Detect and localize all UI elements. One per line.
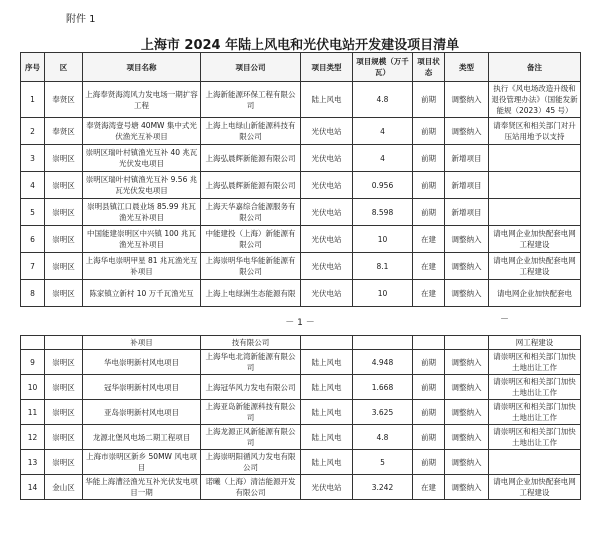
cell-project-type: 陆上风电 (301, 450, 353, 475)
cell-no: 3 (21, 145, 45, 172)
cell-company: 上海亚岛新能源科技有限公司 (201, 400, 301, 425)
cell-status: 前期 (413, 350, 445, 375)
table-row (21, 400, 581, 425)
cell-project-type: 光伏电站 (301, 199, 353, 226)
cell-scale: 4 (353, 118, 413, 145)
cell-district: 崇明区 (45, 350, 83, 375)
cell-project-type: 光伏电站 (301, 475, 353, 500)
cell-scale: 4.948 (353, 350, 413, 375)
cell-no: 12 (21, 425, 45, 450)
cell-empty (45, 336, 83, 350)
cell-status: 前期 (413, 145, 445, 172)
header-company: 项目公司 (201, 53, 301, 82)
cell-project-name: 奉贤海湾壹号塘 40MW 集中式光伏渔光互补项目 (83, 118, 201, 145)
cell-category: 调整纳入 (445, 400, 489, 425)
cell-category: 新增项目 (445, 172, 489, 199)
page-dash: － (500, 315, 510, 325)
cell-no: 14 (21, 475, 45, 500)
table-continuation-row (21, 336, 581, 350)
cell-status: 前期 (413, 400, 445, 425)
cell-no: 10 (21, 375, 45, 400)
cell-district: 崇明区 (45, 226, 83, 253)
cell-no: 2 (21, 118, 45, 145)
cell-no: 7 (21, 253, 45, 280)
cell-status: 前期 (413, 118, 445, 145)
cell-status: 在建 (413, 280, 445, 307)
cell-note: 请电网企业加快配套电网工程建设 (489, 226, 581, 253)
table-row (21, 172, 581, 199)
cell-scale: 3.625 (353, 400, 413, 425)
cell-company: 上海上电绿洲生态能源有限 (201, 280, 301, 307)
cell-project-type: 光伏电站 (301, 118, 353, 145)
cell-no: 13 (21, 450, 45, 475)
cell-status: 前期 (413, 199, 445, 226)
cell-note: 执行《风电场改造升级和退役管理办法》（国能发新能规（2023）45 号） (489, 82, 581, 118)
cell-note (489, 199, 581, 226)
attachment-label: 附件 1 (66, 14, 96, 25)
cell-note: 请崇明区和相关部门加快土地出让工作 (489, 400, 581, 425)
cell-district: 崇明区 (45, 172, 83, 199)
cell-project-type: 陆上风电 (301, 375, 353, 400)
cell-project-type: 光伏电站 (301, 253, 353, 280)
cell-project-type: 陆上风电 (301, 82, 353, 118)
cell-no: 6 (21, 226, 45, 253)
cell-district: 崇明区 (45, 253, 83, 280)
table-row (21, 145, 581, 172)
cell-company: 上海崇明阳循风力发电有限公司 (201, 450, 301, 475)
cell-status: 在建 (413, 226, 445, 253)
table-header-row (21, 53, 581, 82)
table-row (21, 475, 581, 500)
cell-scale: 0.956 (353, 172, 413, 199)
cell-no: 5 (21, 199, 45, 226)
cell-category: 调整纳入 (445, 475, 489, 500)
cell-category: 调整纳入 (445, 253, 489, 280)
header-status: 项目状态 (413, 53, 445, 82)
cell-company: 上海冠华风力发电有限公司 (201, 375, 301, 400)
cell-note-continued: 网工程建设 (489, 336, 581, 350)
table-row (21, 199, 581, 226)
cell-district: 崇明区 (45, 280, 83, 307)
cell-status: 在建 (413, 475, 445, 500)
cell-district: 金山区 (45, 475, 83, 500)
cell-scale: 10 (353, 226, 413, 253)
cell-note: 请电网企业加快配套电 (489, 280, 581, 307)
cell-no: 8 (21, 280, 45, 307)
cell-category: 调整纳入 (445, 118, 489, 145)
header-category: 类型 (445, 53, 489, 82)
cell-company: 上海华电北湾新能源有限公司 (201, 350, 301, 375)
table-row (21, 82, 581, 118)
cell-district: 崇明区 (45, 450, 83, 475)
cell-scale: 1.668 (353, 375, 413, 400)
cell-no: 11 (21, 400, 45, 425)
cell-project-name: 崇明县镇江口晨业场 85.99 兆瓦渔光互补项目 (83, 199, 201, 226)
cell-scale: 8.1 (353, 253, 413, 280)
cell-district: 奉贤区 (45, 82, 83, 118)
table-row (21, 450, 581, 475)
cell-category: 新增项目 (445, 199, 489, 226)
cell-scale: 10 (353, 280, 413, 307)
cell-empty (21, 336, 45, 350)
cell-category: 调整纳入 (445, 82, 489, 118)
header-no: 序号 (21, 53, 45, 82)
cell-project-name: 冠华崇明新村风电项目 (83, 375, 201, 400)
cell-note: 请奉贤区和相关部门对升压站用地予以支持 (489, 118, 581, 145)
cell-project-type: 光伏电站 (301, 280, 353, 307)
cell-company: 上海新能源环保工程有限公司 (201, 82, 301, 118)
cell-scale: 5 (353, 450, 413, 475)
cell-status: 前期 (413, 425, 445, 450)
cell-category: 调整纳入 (445, 425, 489, 450)
cell-note: 请电网企业加快配套电网工程建设 (489, 475, 581, 500)
cell-scale: 4 (353, 145, 413, 172)
cell-scale: 3.242 (353, 475, 413, 500)
cell-note (489, 145, 581, 172)
project-table-page1 (20, 52, 581, 307)
cell-empty (445, 336, 489, 350)
cell-project-type: 光伏电站 (301, 172, 353, 199)
cell-company-continued: 技有限公司 (201, 336, 301, 350)
cell-no: 1 (21, 82, 45, 118)
cell-scale: 4.8 (353, 425, 413, 450)
page-number-text: － 1 － (285, 318, 315, 328)
cell-project-name: 华能上海漕泾渔光互补光伏发电项目一期 (83, 475, 201, 500)
header-district: 区 (45, 53, 83, 82)
table-row (21, 425, 581, 450)
cell-category: 新增项目 (445, 145, 489, 172)
cell-project-name: 上海华电崇明甲星 81 兆瓦渔光互补项目 (83, 253, 201, 280)
cell-project-name: 华电崇明新村风电项目 (83, 350, 201, 375)
cell-empty (301, 336, 353, 350)
page-title: 上海市 2024 年陆上风电和光伏电站开发建设项目清单 (140, 38, 460, 53)
cell-district: 崇明区 (45, 145, 83, 172)
cell-empty (353, 336, 413, 350)
header-project-type: 项目类型 (301, 53, 353, 82)
cell-status: 前期 (413, 172, 445, 199)
cell-company: 上海上电绿山新能源科技有限公司 (201, 118, 301, 145)
cell-company: 上海崇明华电华能新能源有限公司 (201, 253, 301, 280)
cell-project-type: 光伏电站 (301, 226, 353, 253)
cell-note: 请电网企业加快配套电网工程建设 (489, 253, 581, 280)
cell-category: 调整纳入 (445, 450, 489, 475)
cell-project-name: 龙源北堡风电场二期工程项目 (83, 425, 201, 450)
cell-district: 崇明区 (45, 425, 83, 450)
cell-category: 调整纳入 (445, 375, 489, 400)
cell-scale: 8.598 (353, 199, 413, 226)
cell-company: 中能建投（上海）新能源有限公司 (201, 226, 301, 253)
cell-project-name: 上海奉贤海湾风力发电场一期扩容工程 (83, 82, 201, 118)
cell-project-name: 陈家镇立新村 10 万千瓦渔光互 (83, 280, 201, 307)
cell-company: 上海天华嘉综合能源服务有限公司 (201, 199, 301, 226)
cell-note: 请崇明区和相关部门加快土地出让工作 (489, 425, 581, 450)
table-row (21, 375, 581, 400)
cell-scale: 4.8 (353, 82, 413, 118)
project-table-page2 (20, 335, 581, 500)
cell-district: 奉贤区 (45, 118, 83, 145)
cell-company: 上海弘晨辉新能源有限公司 (201, 145, 301, 172)
cell-district: 崇明区 (45, 400, 83, 425)
table-row (21, 350, 581, 375)
cell-category: 调整纳入 (445, 226, 489, 253)
table-row (21, 118, 581, 145)
cell-project-name: 上海市崇明区新乡 50MW 风电项目 (83, 450, 201, 475)
cell-category: 调整纳入 (445, 350, 489, 375)
cell-project-type: 陆上风电 (301, 425, 353, 450)
cell-project-type: 光伏电站 (301, 145, 353, 172)
cell-company: 上海龙源正风新能源有限公司 (201, 425, 301, 450)
header-project-name: 项目名称 (83, 53, 201, 82)
header-scale: 项目规模（万千瓦） (353, 53, 413, 82)
page-number (0, 315, 600, 328)
cell-district: 崇明区 (45, 375, 83, 400)
table-row (21, 253, 581, 280)
cell-project-name: 中国能建崇明区中兴镇 100 兆瓦渔光互补项目 (83, 226, 201, 253)
cell-company: 上海弘晨辉新能源有限公司 (201, 172, 301, 199)
cell-project-type: 陆上风电 (301, 350, 353, 375)
table-row (21, 226, 581, 253)
cell-status: 在建 (413, 253, 445, 280)
cell-note: 请崇明区和相关部门加快土地出让工作 (489, 350, 581, 375)
cell-note: 请崇明区和相关部门加快土地出让工作 (489, 375, 581, 400)
cell-project-type: 陆上风电 (301, 400, 353, 425)
cell-note (489, 450, 581, 475)
cell-name-continued: 补项目 (83, 336, 201, 350)
cell-status: 前期 (413, 82, 445, 118)
cell-empty (413, 336, 445, 350)
cell-no: 9 (21, 350, 45, 375)
cell-company: 诺曦（上海）清洁能源开发有限公司 (201, 475, 301, 500)
cell-project-name: 亚岛崇明新村风电项目 (83, 400, 201, 425)
header-note: 备注 (489, 53, 581, 82)
table-row (21, 280, 581, 307)
cell-status: 前期 (413, 375, 445, 400)
cell-note (489, 172, 581, 199)
cell-no: 4 (21, 172, 45, 199)
cell-project-name: 崇明区瑞叶村镇渔光互补 40 兆瓦光伏发电项目 (83, 145, 201, 172)
cell-project-name: 崇明区瑞叶村镇渔光互补 9.56 兆瓦光伏发电项目 (83, 172, 201, 199)
cell-status: 前期 (413, 450, 445, 475)
cell-category: 调整纳入 (445, 280, 489, 307)
cell-district: 崇明区 (45, 199, 83, 226)
